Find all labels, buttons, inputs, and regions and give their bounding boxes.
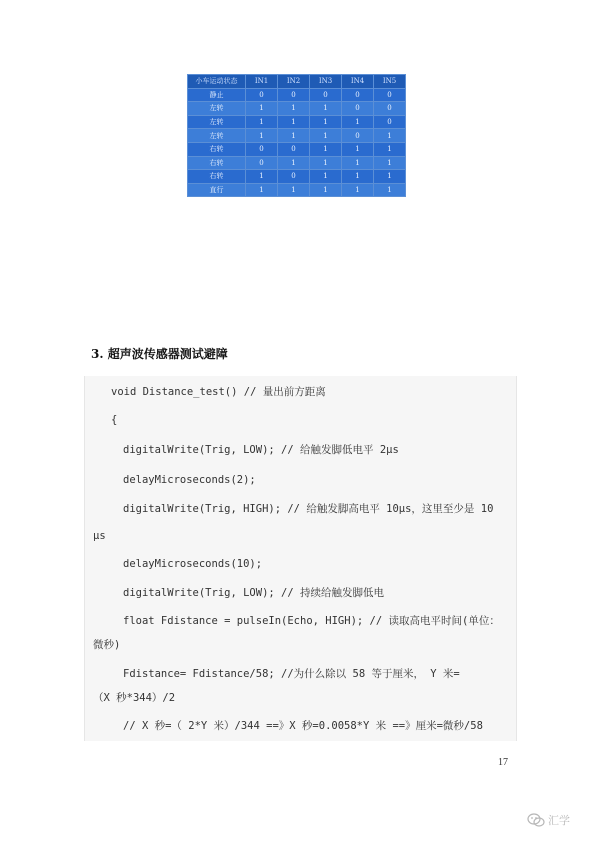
- state-cell: 左转: [188, 115, 246, 129]
- code-line: Fdistance= Fdistance/58; //为什么除以 58 等于厘米， Y 米=: [123, 668, 460, 680]
- value-cell: 0: [246, 88, 278, 102]
- value-cell: 1: [374, 156, 406, 170]
- value-cell: 0: [374, 102, 406, 116]
- value-cell: 1: [246, 102, 278, 116]
- value-cell: 1: [310, 156, 342, 170]
- value-cell: 1: [278, 156, 310, 170]
- table-row: [188, 129, 406, 143]
- value-cell: 1: [246, 129, 278, 143]
- value-cell: 1: [374, 183, 406, 197]
- state-cell: 静止: [188, 88, 246, 102]
- table-row: [188, 142, 406, 156]
- value-cell: 1: [342, 183, 374, 197]
- value-cell: 1: [374, 129, 406, 143]
- motion-state-table: [187, 74, 406, 197]
- value-cell: 0: [246, 142, 278, 156]
- value-cell: 1: [310, 170, 342, 184]
- code-line: 微秒): [93, 639, 121, 651]
- page-number: 17: [498, 757, 508, 768]
- section-heading: 3. 超声波传感器测试避障: [91, 347, 228, 361]
- header-cell-in5: IN5: [374, 75, 406, 89]
- value-cell: 0: [246, 156, 278, 170]
- value-cell: 1: [310, 142, 342, 156]
- value-cell: 1: [374, 142, 406, 156]
- value-cell: 1: [310, 129, 342, 143]
- value-cell: 1: [246, 115, 278, 129]
- value-cell: 0: [278, 142, 310, 156]
- table-header-row: [188, 75, 406, 89]
- value-cell: 1: [310, 115, 342, 129]
- value-cell: 0: [374, 115, 406, 129]
- table-row: [188, 170, 406, 184]
- value-cell: 1: [310, 183, 342, 197]
- table-body: [188, 88, 406, 197]
- value-cell: 0: [278, 170, 310, 184]
- value-cell: 1: [310, 102, 342, 116]
- value-cell: 1: [342, 156, 374, 170]
- watermark: [527, 811, 570, 829]
- header-cell-in4: IN4: [342, 75, 374, 89]
- code-line: delayMicroseconds(10);: [123, 558, 263, 570]
- table-row: [188, 156, 406, 170]
- value-cell: 1: [278, 102, 310, 116]
- state-cell: 右转: [188, 142, 246, 156]
- code-block: [84, 376, 517, 741]
- table-row: [188, 183, 406, 197]
- code-line: digitalWrite(Trig, LOW); // 给触发脚低电平 2μs: [123, 444, 399, 456]
- code-line: μs: [93, 530, 106, 542]
- header-cell-in3: IN3: [310, 75, 342, 89]
- code-line: float Fdistance = pulseIn(Echo, HIGH); // 读取高电平时间(单位：: [123, 615, 500, 627]
- value-cell: 0: [310, 88, 342, 102]
- value-cell: 1: [246, 183, 278, 197]
- value-cell: 0: [342, 88, 374, 102]
- code-line: digitalWrite(Trig, HIGH); // 给触发脚高电平 10μs，这里至少是 10: [123, 503, 494, 515]
- wechat-icon: [527, 813, 545, 828]
- value-cell: 0: [278, 88, 310, 102]
- code-line: （X 秒*344）/2: [93, 692, 176, 704]
- value-cell: 1: [278, 129, 310, 143]
- table-row: [188, 102, 406, 116]
- header-cell-in2: IN2: [278, 75, 310, 89]
- code-line: void Distance_test() // 量出前方距离: [111, 386, 326, 398]
- state-cell: 直行: [188, 183, 246, 197]
- header-cell-state: 小车运动状态: [188, 75, 246, 89]
- value-cell: 0: [342, 102, 374, 116]
- code-line: {: [111, 414, 118, 426]
- table-row: [188, 115, 406, 129]
- value-cell: 1: [246, 170, 278, 184]
- value-cell: 0: [374, 88, 406, 102]
- value-cell: 1: [342, 115, 374, 129]
- value-cell: 1: [278, 183, 310, 197]
- state-cell: 左转: [188, 129, 246, 143]
- state-cell: 右转: [188, 170, 246, 184]
- watermark-text: 汇学: [548, 814, 570, 827]
- state-cell: 左转: [188, 102, 246, 116]
- code-line: delayMicroseconds(2);: [123, 474, 256, 486]
- value-cell: 1: [374, 170, 406, 184]
- code-line: digitalWrite(Trig, LOW); // 持续给触发脚低电: [123, 587, 385, 599]
- value-cell: 1: [278, 115, 310, 129]
- value-cell: 0: [342, 129, 374, 143]
- state-cell: 右转: [188, 156, 246, 170]
- header-cell-in1: IN1: [246, 75, 278, 89]
- value-cell: 1: [342, 170, 374, 184]
- value-cell: 1: [342, 142, 374, 156]
- table-row: [188, 88, 406, 102]
- code-line: // X 秒=（ 2*Y 米）/344 ==》X 秒=0.0058*Y 米 ==》厘米=微秒/58: [123, 720, 483, 732]
